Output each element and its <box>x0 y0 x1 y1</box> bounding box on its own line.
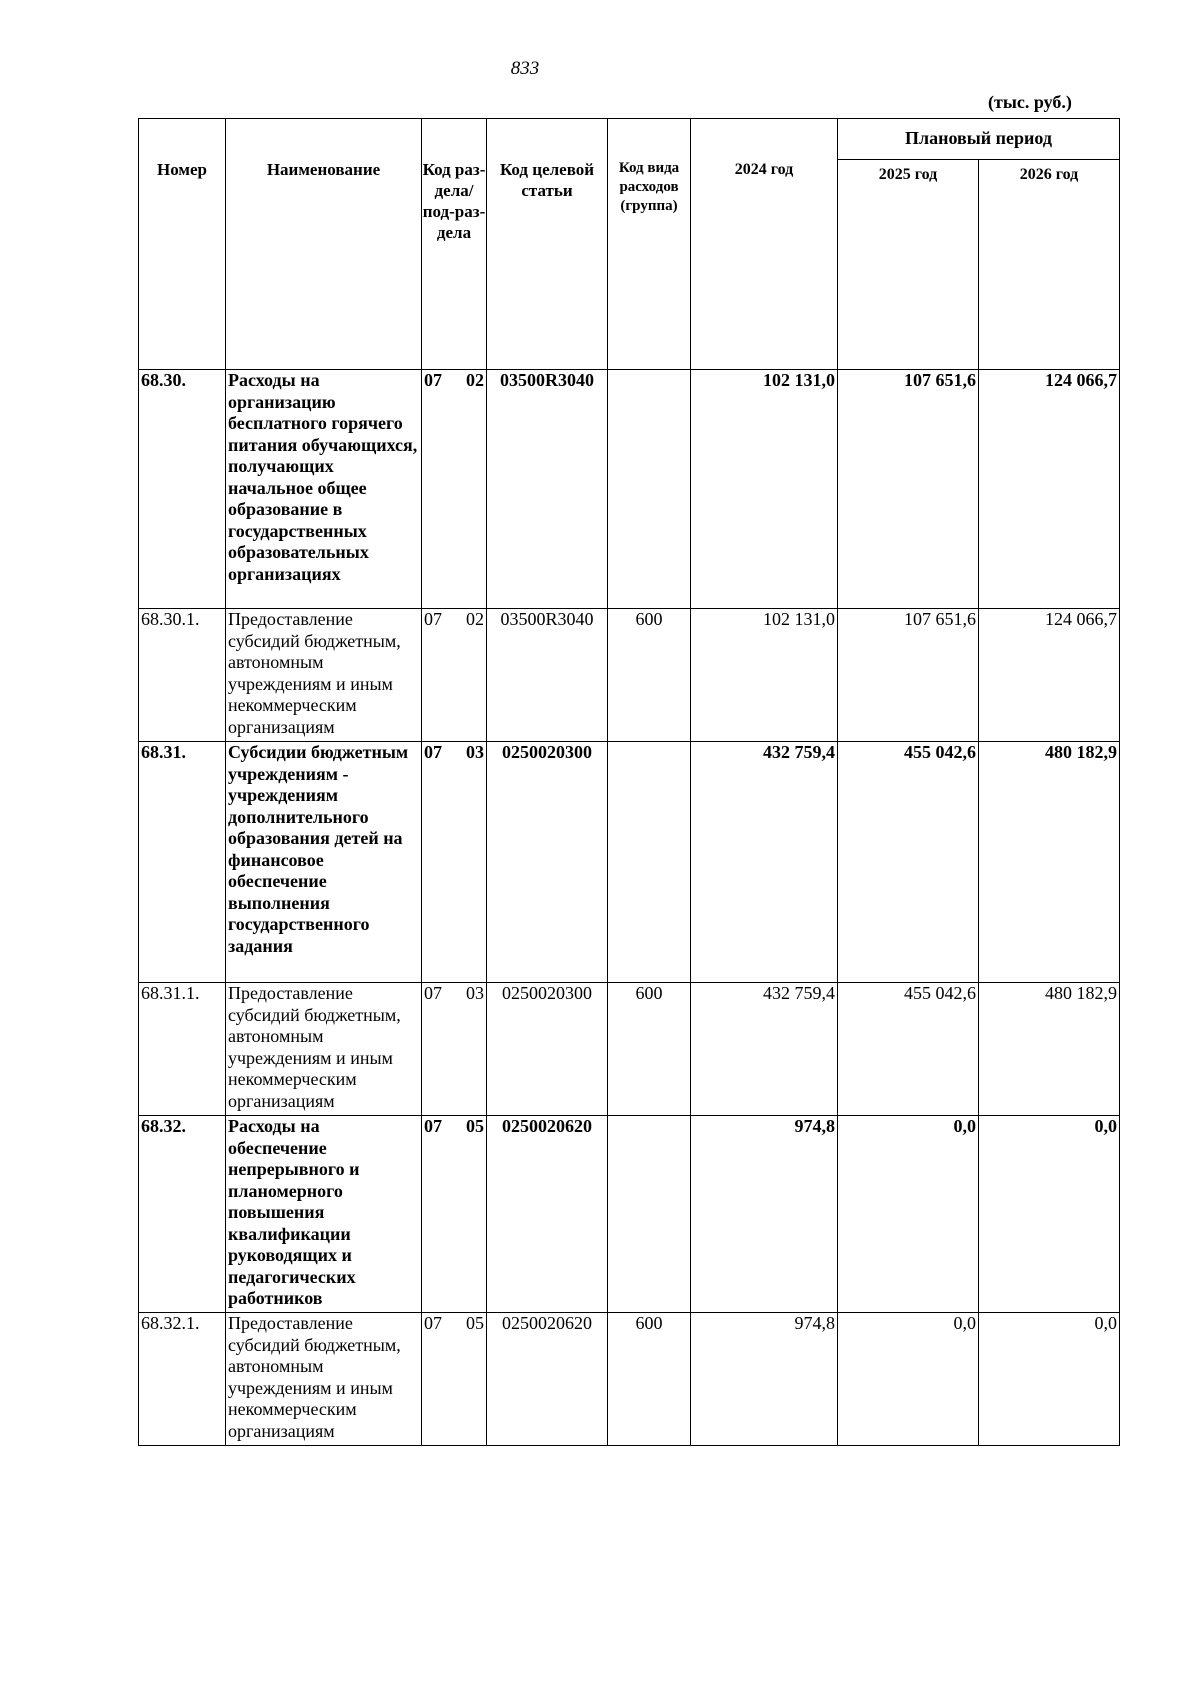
table-row <box>139 370 1120 609</box>
row-section-code <box>422 1116 487 1313</box>
table-row <box>139 742 1120 983</box>
row-podrazdel: 03 <box>466 983 484 1003</box>
row-amount-2024: 102 131,0 <box>691 609 838 742</box>
header-expense-type: Код вида расходов (группа) <box>608 119 691 370</box>
row-amount-2024: 432 759,4 <box>691 742 838 983</box>
row-amount-2026: 124 066,7 <box>979 370 1120 609</box>
row-number: 68.30. <box>139 370 226 609</box>
row-expense-type <box>608 742 691 983</box>
row-podrazdel: 03 <box>466 742 484 762</box>
row-number: 68.31.1. <box>139 983 226 1116</box>
header-year-2025: 2025 год <box>838 159 979 369</box>
row-amount-2025: 107 651,6 <box>838 370 979 609</box>
row-section-code <box>422 370 487 609</box>
table-row <box>139 1116 1120 1313</box>
row-target-code: 0250020620 <box>487 1313 608 1446</box>
table-row <box>139 609 1120 742</box>
header-name: Наименование <box>226 119 422 370</box>
row-amount-2026: 480 182,9 <box>979 983 1120 1116</box>
row-amount-2024: 974,8 <box>691 1313 838 1446</box>
row-number: 68.31. <box>139 742 226 983</box>
row-amount-2025: 0,0 <box>838 1116 979 1313</box>
header-year-2026: 2026 год <box>979 159 1120 369</box>
row-name: Расходы на обеспечение непрерывного и планомерного повышения квалификации руководящих и педагогических работников <box>226 1116 422 1313</box>
row-podrazdel: 02 <box>466 370 484 390</box>
row-razdel: 07 <box>424 742 442 762</box>
row-podrazdel: 05 <box>466 1313 484 1333</box>
row-target-code: 0250020300 <box>487 742 608 983</box>
row-amount-2026: 124 066,7 <box>979 609 1120 742</box>
row-section-code <box>422 1313 487 1446</box>
row-number: 68.32. <box>139 1116 226 1313</box>
row-number: 68.32.1. <box>139 1313 226 1446</box>
row-expense-type: 600 <box>608 609 691 742</box>
row-podrazdel: 02 <box>466 609 484 629</box>
header-planning-period: Плановый период <box>838 119 1120 160</box>
row-number: 68.30.1. <box>139 609 226 742</box>
row-section-code <box>422 609 487 742</box>
row-amount-2024: 974,8 <box>691 1116 838 1313</box>
header-number: Номер <box>139 119 226 370</box>
row-razdel: 07 <box>424 983 442 1003</box>
row-amount-2025: 455 042,6 <box>838 983 979 1116</box>
page-number: 833 <box>510 58 540 79</box>
table-row <box>139 983 1120 1116</box>
row-expense-type: 600 <box>608 1313 691 1446</box>
row-name: Предоставление субсидий бюджетным, автономным учреждениям и иным некоммерческим организациям <box>226 983 422 1116</box>
row-name: Расходы на организацию бесплатного горячего питания обучающихся, получающих начальное общее образование в государственных образовательных организациях <box>226 370 422 609</box>
row-name: Субсидии бюджетным учреждениям - учреждениям дополнительного образования детей на финансовое обеспечение выполнения государственного задания <box>226 742 422 983</box>
row-razdel: 07 <box>424 1313 442 1333</box>
row-amount-2024: 432 759,4 <box>691 983 838 1116</box>
row-name: Предоставление субсидий бюджетным, автономным учреждениям и иным некоммерческим организациям <box>226 1313 422 1446</box>
header-section-code: Код раз-дела/ под-раз-дела <box>422 119 487 370</box>
row-section-code <box>422 742 487 983</box>
row-amount-2026: 0,0 <box>979 1116 1120 1313</box>
row-name: Предоставление субсидий бюджетным, автономным учреждениям и иным некоммерческим организациям <box>226 609 422 742</box>
row-target-code: 03500R3040 <box>487 370 608 609</box>
units-label: (тыс. руб.) <box>988 92 1072 112</box>
row-target-code: 03500R3040 <box>487 609 608 742</box>
row-amount-2025: 455 042,6 <box>838 742 979 983</box>
row-expense-type: 600 <box>608 983 691 1116</box>
header-year-2024: 2024 год <box>691 119 838 370</box>
row-amount-2024: 102 131,0 <box>691 370 838 609</box>
budget-table <box>138 118 1120 1446</box>
row-razdel: 07 <box>424 1116 442 1136</box>
row-amount-2026: 0,0 <box>979 1313 1120 1446</box>
table-row <box>139 1313 1120 1446</box>
row-amount-2026: 480 182,9 <box>979 742 1120 983</box>
header-target-code: Код целевой статьи <box>487 119 608 370</box>
row-section-code <box>422 983 487 1116</box>
row-amount-2025: 0,0 <box>838 1313 979 1446</box>
row-expense-type <box>608 370 691 609</box>
row-podrazdel: 05 <box>466 1116 484 1136</box>
row-razdel: 07 <box>424 609 442 629</box>
row-amount-2025: 107 651,6 <box>838 609 979 742</box>
table-body <box>139 370 1120 1446</box>
row-expense-type <box>608 1116 691 1313</box>
row-target-code: 0250020620 <box>487 1116 608 1313</box>
row-razdel: 07 <box>424 370 442 390</box>
row-target-code: 0250020300 <box>487 983 608 1116</box>
